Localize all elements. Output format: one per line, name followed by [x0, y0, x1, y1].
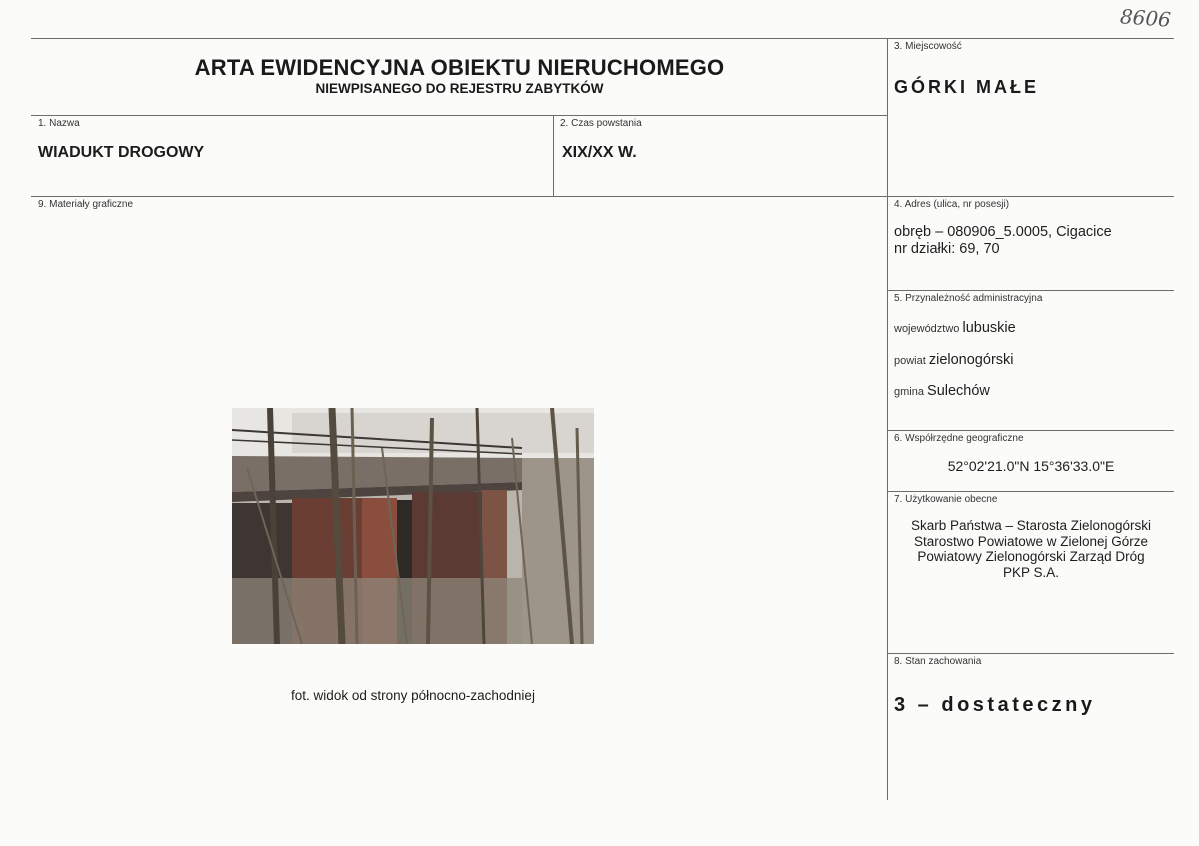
county-row: [894, 352, 1014, 368]
usage-line: Starostwo Powiatowe w Zielonej Górze: [913, 533, 1149, 549]
commune-row: [894, 383, 990, 399]
top-rule: [31, 38, 1174, 39]
condition-value: 3 – dostateczny: [894, 694, 1096, 716]
commune-prefix: gmina: [894, 386, 924, 398]
admin-bottom-rule: [887, 430, 1174, 431]
usage-line: Powiatowy Zielonogórski Zarząd Dróg: [917, 549, 1145, 564]
coords-bottom-rule: [887, 491, 1174, 492]
county-value: zielonogórski: [928, 352, 1014, 368]
county-prefix: powiat: [894, 355, 926, 367]
name-value: WIADUKT DROGOWY: [38, 144, 205, 161]
usage-line: PKP S.A.: [1002, 564, 1060, 580]
name-period-divider: [553, 115, 554, 196]
period-value: XIX/XX W.: [562, 144, 637, 161]
address-line-2: nr działki: 69, 70: [894, 241, 1000, 257]
viaduct-photo: [232, 408, 594, 644]
usage-line: Skarb Państwa – Starosta Zielonogórski: [910, 518, 1152, 533]
card-subtitle: NIEWPISANEGO DO REJESTRU ZABYTKÓW: [315, 81, 604, 96]
usage-bottom-rule: [887, 653, 1174, 654]
commune-value: Sulechów: [927, 383, 990, 399]
usage-label: 7. Użytkowanie obecne: [894, 494, 998, 505]
card-title: ARTA EWIDENCYJNA OBIEKTU NIERUCHOMEGO: [194, 55, 725, 80]
name-label: 1. Nazwa: [38, 118, 80, 129]
address-bottom-rule: [887, 290, 1174, 291]
voivodeship-row: [894, 320, 1016, 336]
usage-value: [888, 518, 1174, 580]
address-line-1: obręb – 080906_5.0005, Cigacice: [894, 224, 1112, 240]
graphics-label: 9. Materiały graficzne: [38, 199, 134, 210]
period-label: 2. Czas powstania: [560, 118, 642, 129]
coordinates-value: 52°02'21.0"N 15°36'33.0"E: [947, 458, 1115, 474]
condition-label: 8. Stan zachowania: [894, 656, 982, 667]
address-value: [894, 224, 1112, 258]
voivodeship-value: lubuskie: [962, 320, 1016, 336]
voivodeship-prefix: województwo: [894, 323, 960, 335]
coordinates-label: 6. Współrzędne geograficzne: [894, 433, 1024, 444]
handwritten-number: 8606: [1119, 4, 1172, 32]
title-bottom-rule: [31, 115, 888, 116]
address-label: 4. Adres (ulica, nr posesji): [894, 199, 1010, 210]
admin-label: 5. Przynależność administracyjna: [894, 293, 1043, 304]
name-row-bottom-rule: [31, 196, 1174, 197]
locality-value: GÓRKI MAŁE: [894, 77, 1039, 97]
photo-caption: fot. widok od strony północno-zachodniej: [291, 688, 535, 703]
right-column-divider: [887, 38, 888, 800]
locality-label: 3. Miejscowość: [894, 41, 962, 52]
